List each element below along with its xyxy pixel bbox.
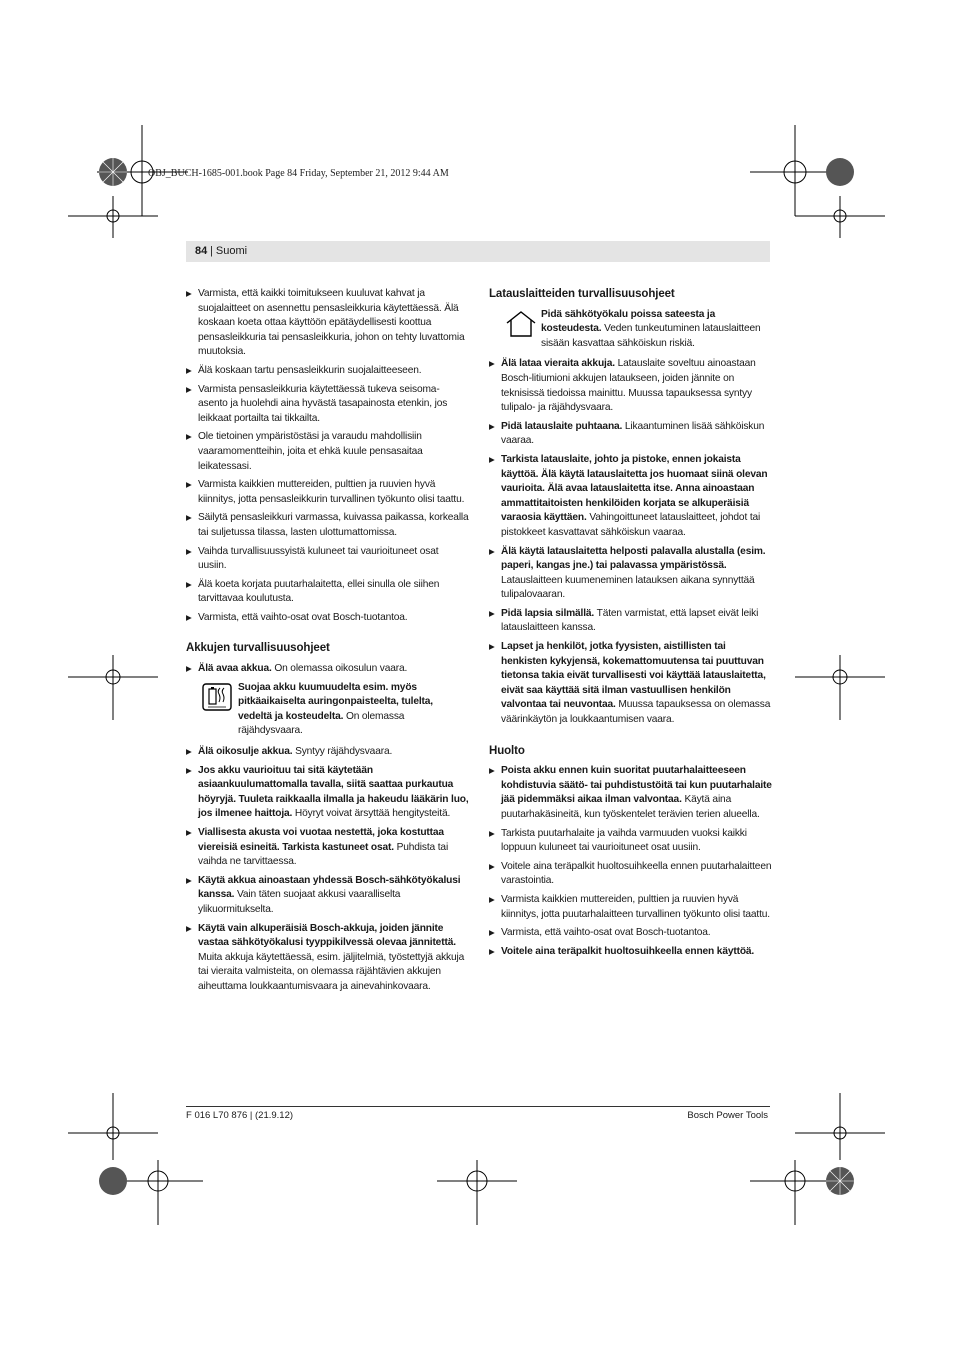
list-item: ▶ Pidä latauslaite puhtaana. Likaantuminen lisää sähköiskun vaaraa. bbox=[489, 420, 772, 449]
list-item: ▶ Pidä lapsia silmällä. Täten varmistat, että lapset eivät leiki latauslaitteen kanssa. bbox=[489, 607, 772, 636]
list-item: ▶ Varmista pensasleikkuria käytettäessä tukeva seisoma-asento ja huolehdi aina hyvästä tasapainosta etenkin, jos leikkaat portailta tai tikkailta. bbox=[186, 383, 469, 427]
section-title: | Suomi bbox=[210, 245, 248, 257]
list-item: ▶ Voitele aina teräpalkit huoltosuihkeella ennen puutarhalaitteen varastointia. bbox=[489, 860, 772, 889]
list-item: ▶ Vaihda turvallisuussyistä kuluneet tai vaurioituneet osat uusiin. bbox=[186, 545, 469, 574]
list-item: ▶ Tarkista puutarhalaite ja vaihda varmuuden vuoksi kaikki loppuun kuluneet tai vaurioituneet osat uusiin. bbox=[489, 827, 772, 856]
right-column bbox=[489, 287, 772, 963]
list-item: ▶ Jos akku vaurioituu tai sitä käytetään asiaankuulumattomalla tavalla, siitä saattaa purkautua höyryjä. Tuuleta raikkaalla ilmalla ja hakeudu lääkärin luo, jos ilmenee haittoja. Höyryt voivat ärsyttää hengitysteitä. bbox=[186, 764, 469, 822]
list-item: ▶ Varmista, että vaihto-osat ovat Bosch-tuotantoa. bbox=[186, 611, 469, 626]
footer-doc-number: F 016 L70 876 | (21.9.12) bbox=[186, 1110, 294, 1121]
list-item: ▶ Käytä vain alkuperäisiä Bosch-akkuja, joiden jännite vastaa sähkötyökalusi tyyppikilvessä olevaa jännitettä. Muita akkuja käytettäessä, esim. jäljitelmiä, työstettyjä akkuja tai vieraita valmisteita, on olemassa räjähtävien akkujen aiheuttama loukkaantumisvaara ja ainevahinkovaara. bbox=[186, 922, 469, 995]
list-item: ▶ Älä käytä latauslaitetta helposti palavalla alustalla (esim. paperi, kangas jne.) tai palavassa ympäristössä. Latauslaitteen kuumeneminen latauksen aikana synnyttää tulipalovaaran. bbox=[489, 545, 772, 603]
list-item: ▶ Varmista, että vaihto-osat ovat Bosch-tuotantoa. bbox=[489, 926, 772, 941]
list-item: ▶ Varmista, että kaikki toimitukseen kuuluvat kahvat ja suojalaitteet on asennettu pensasleikkuria käytettäessä. Älä koskaan koeta ottaa käyttöön epätäydellisesti koottua pensasleikkuria tai pensasleikkuria, johon on tehty luvattomia muutoksia. bbox=[186, 287, 469, 360]
file-header: OBJ_BUCH-1685-001.book Page 84 Friday, September 21, 2012 9:44 AM bbox=[148, 168, 449, 179]
list-item: ▶ Käytä akkua ainoastaan yhdessä Bosch-sähkötyökalusi kanssa. Vain täten suojaat akkusi vaaralliselta ylikuormitukselta. bbox=[186, 874, 469, 918]
footer-rule bbox=[186, 1106, 770, 1107]
list-item: ▶ Lapset ja henkilöt, jotka fyysisten, aistillisten tai henkisten kykyjensä, kokemattomuutensa tai puuttuvan tietonsa takia eivät turvallisesti voi käyttää latauslaitetta, eivät saa käyttää sitä ilman vastuullisen henkilön valvontaa tai neuvontaa. Muussa tapauksessa on olemassa väärinkäytön ja loukkaantumisen vaara. bbox=[489, 640, 772, 728]
list-item: ▶ Ole tietoinen ympäristöstäsi ja varaudu mahdollisiin vaaramomentteihin, joita et ehkä kuule pensasaitaa leikatessasi. bbox=[186, 430, 469, 474]
list-item: ▶ Älä koeta korjata puutarhalaitetta, ellei sinulla ole siihen tarvittavaa koulutusta. bbox=[186, 578, 469, 607]
page-number: 84 bbox=[195, 245, 208, 257]
list-item: ▶ Varmista kaikkien muttereiden, pulttien ja ruuvien hyvä kiinnitys, jotta puutarhalaitteen turvallinen työkunto olisi taattu. bbox=[489, 893, 772, 922]
list-item: ▶ Älä avaa akkua. On olemassa oikosulun vaara. bbox=[186, 662, 469, 677]
list-item: ▶ Poista akku ennen kuin suoritat puutarhalaitteeseen kohdistuvia säätö- tai puhdistustöitä tai kun puutarhalaite jää pidemmäksi aikaa ilman valvontaa. Käytä aina puutarhakäsineitä, kun työskentelet terävien terien alueella. bbox=[489, 764, 772, 822]
list-item: ▶ Älä oikosulje akkua. Syntyy räjähdysvaara. bbox=[186, 745, 469, 760]
maintenance-heading: Huolto bbox=[489, 744, 525, 757]
house-indoor-use-icon bbox=[505, 310, 537, 338]
list-item: ▶ Voitele aina teräpalkit huoltosuihkeella ennen käyttöä. bbox=[489, 945, 772, 960]
charger-safety-heading: Latauslaitteiden turvallisuusohjeet bbox=[489, 288, 675, 300]
left-column bbox=[186, 287, 469, 999]
battery-heat-water-icon bbox=[202, 683, 232, 711]
running-header bbox=[186, 241, 770, 262]
list-item: ▶ Varmista kaikkien muttereiden, pulttien ja ruuvien hyvä kiinnitys, jotta pensasleikkurin turvallinen työkunto olisi taattu. bbox=[186, 478, 469, 507]
list-item: ▶ Tarkista latauslaite, johto ja pistoke, ennen jokaista käyttöä. Älä käytä latauslaitetta jos huomaat siinä olevan vaurioita. Älä avaa latauslaitetta itse. Anna ainoastaan ammattitaitoisten henkilöiden korjata se alkuperäisiä varaosia käyttäen. Vahingoittuneet latauslaitteet, johdot tai pistokkeet kasvattavat sähköiskun vaaraa. bbox=[489, 453, 772, 541]
section-name: Suomi bbox=[215, 245, 248, 257]
charger-warning: Pidä sähkötyökalu poissa sateesta ja kosteudesta. Veden tunkeutuminen latauslaitteen sisään kasvattaa sähköiskun riskiä. bbox=[489, 308, 772, 352]
battery-safety-heading: Akkujen turvallisuusohjeet bbox=[186, 642, 330, 655]
battery-warning: Suojaa akku kuumuudelta esim. myös pitkäaikaiselta auringonpaisteelta, tulelta, vedeltä ja kosteudelta. On olemassa räjähdysvaara. bbox=[186, 681, 469, 739]
list-item: ▶ Älä koskaan tartu pensasleikkurin suojalaitteeseen. bbox=[186, 364, 469, 379]
list-item: ▶ Säilytä pensasleikkuri varmassa, kuivassa paikassa, korkealla tai suljetussa tilassa, lasten ulottumattomissa. bbox=[186, 511, 469, 540]
list-item: ▶ Viallisesta akusta voi vuotaa nestettä, joka kostuttaa viereisiä esineitä. Tarkista kastuneet osat. Puhdista tai vaihda ne tarvittaessa. bbox=[186, 826, 469, 870]
footer-brand: Bosch Power Tools bbox=[687, 1110, 768, 1121]
list-item: ▶ Älä lataa vieraita akkuja. Latauslaite soveltuu ainoastaan Bosch-litiumioni akkujen lataukseen, joiden jännite on teknisissä tiedoissa mainittu. Muussa tapauksessa syntyy tulipalo- ja räjähdysvaara. bbox=[489, 357, 772, 415]
